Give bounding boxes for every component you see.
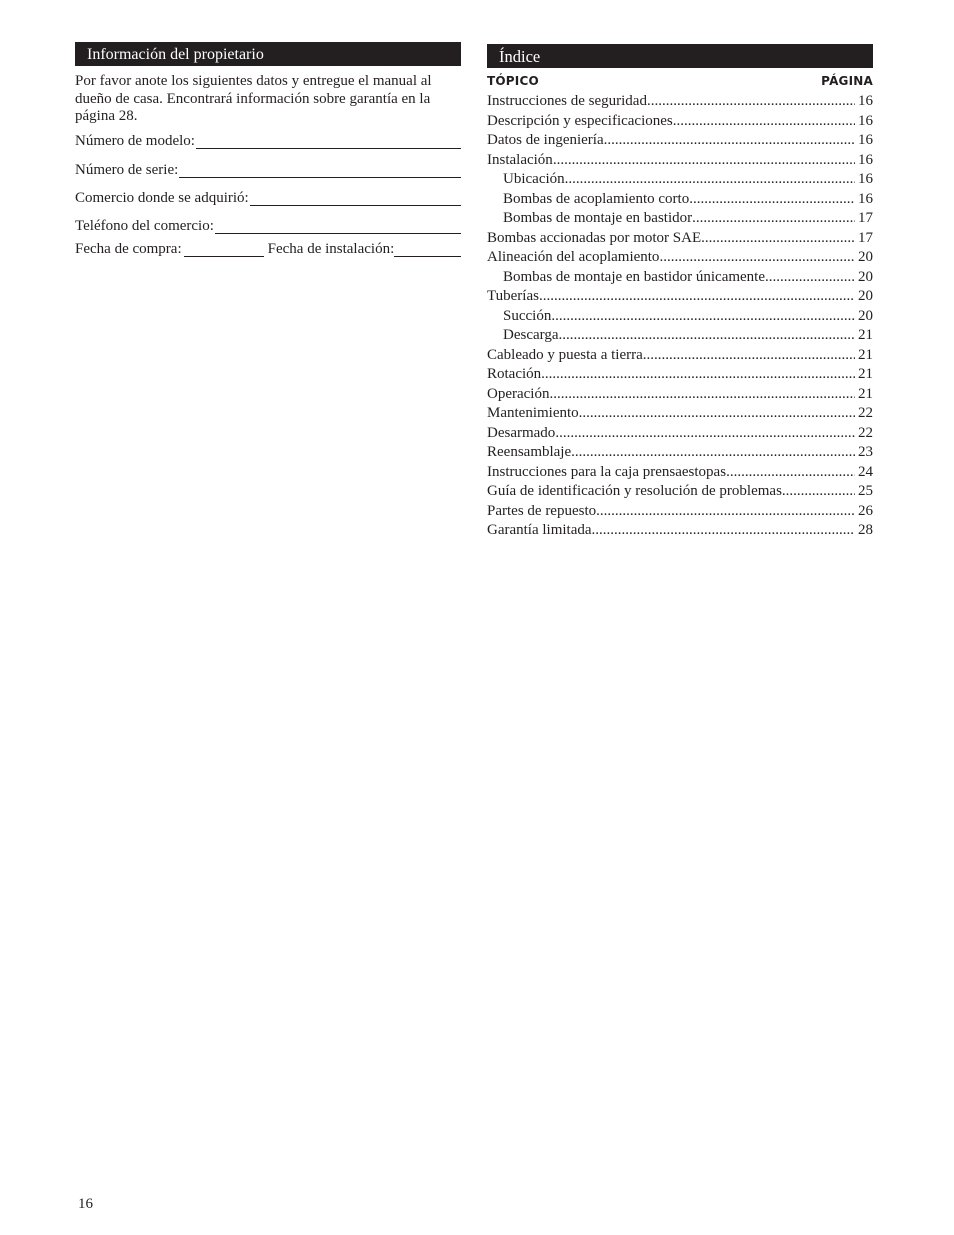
toc-entry[interactable]: Garantía limitada ..... 28: [487, 521, 873, 541]
toc-entry[interactable]: Guía de identificación y resolución de problemas ..... 25: [487, 482, 873, 502]
toc-entry[interactable]: Operación ..... 21: [487, 385, 873, 405]
toc-entry[interactable]: Reensamblaje ..... 23: [487, 443, 873, 463]
toc-entry[interactable]: Partes de repuesto ..... 26: [487, 502, 873, 522]
toc-entry[interactable]: Alineación del acoplamiento ..... 20: [487, 248, 873, 268]
dates-row: [75, 241, 461, 258]
toc-subentry[interactable]: Succión ..... 20: [487, 307, 873, 327]
dealer-line[interactable]: [250, 193, 461, 206]
toc-subentry[interactable]: Descarga ..... 21: [487, 326, 873, 346]
toc-subentry[interactable]: Ubicación ..... 16: [487, 170, 873, 190]
toc-entry[interactable]: Instrucciones para la caja prensaestopas ..... 24: [487, 463, 873, 483]
dealer-phone-label: Teléfono del comercio:: [75, 217, 214, 234]
toc-entry[interactable]: Desarmado ..... 22: [487, 424, 873, 444]
owner-info-intro: Por favor anote los siguientes datos y entregue el manual al dueño de casa. Encontrará información sobre garantía en la página 28.: [75, 73, 432, 124]
serial-number-field[interactable]: [75, 162, 461, 179]
index-section: [487, 44, 873, 541]
dealer-phone-field[interactable]: [75, 218, 461, 235]
toc-page-header: PÁGINA: [821, 74, 873, 88]
toc-entry[interactable]: Datos de ingeniería ..... 16: [487, 131, 873, 151]
dealer-phone-line[interactable]: [215, 221, 461, 234]
owner-info-title: Información del propietario: [75, 42, 461, 66]
index-title: Índice: [487, 44, 873, 68]
model-number-label: Número de modelo:: [75, 132, 195, 149]
toc-entry[interactable]: Bombas accionadas por motor SAE ..... 17: [487, 229, 873, 249]
model-number-field[interactable]: [75, 133, 461, 150]
model-number-line[interactable]: [196, 136, 461, 149]
toc-entry[interactable]: Rotación ..... 21: [487, 365, 873, 385]
toc-subentry[interactable]: Bombas de montaje en bastidor únicamente ..... 20: [487, 268, 873, 288]
install-date-label: Fecha de instalación:: [267, 240, 395, 257]
purchase-date-label: Fecha de compra:: [75, 240, 182, 257]
toc-entry[interactable]: Instrucciones de seguridad ..... 16: [487, 92, 873, 112]
owner-info-section: [75, 42, 461, 258]
toc-entry[interactable]: Tuberías ..... 20: [487, 287, 873, 307]
toc-entry[interactable]: Mantenimiento ..... 22: [487, 404, 873, 424]
serial-number-line[interactable]: [179, 165, 461, 178]
toc-header: [487, 74, 873, 88]
dealer-field[interactable]: [75, 190, 461, 207]
toc-entry[interactable]: Cableado y puesta a tierra ..... 21: [487, 346, 873, 366]
toc-subentry[interactable]: Bombas de acoplamiento corto ..... 16: [487, 190, 873, 210]
purchase-date-line[interactable]: [184, 244, 264, 257]
install-date-line[interactable]: [394, 244, 461, 257]
serial-number-label: Número de serie:: [75, 161, 179, 178]
toc-list: [487, 92, 873, 541]
page-number: 16: [78, 1196, 93, 1212]
toc-entry[interactable]: Descripción y especificaciones ..... 16: [487, 112, 873, 132]
toc-subentry[interactable]: Bombas de montaje en bastidor ..... 17: [487, 209, 873, 229]
dealer-label: Comercio donde se adquirió:: [75, 189, 249, 206]
toc-entry[interactable]: Instalación ..... 16: [487, 151, 873, 171]
toc-topic-header: TÓPICO: [487, 74, 539, 88]
